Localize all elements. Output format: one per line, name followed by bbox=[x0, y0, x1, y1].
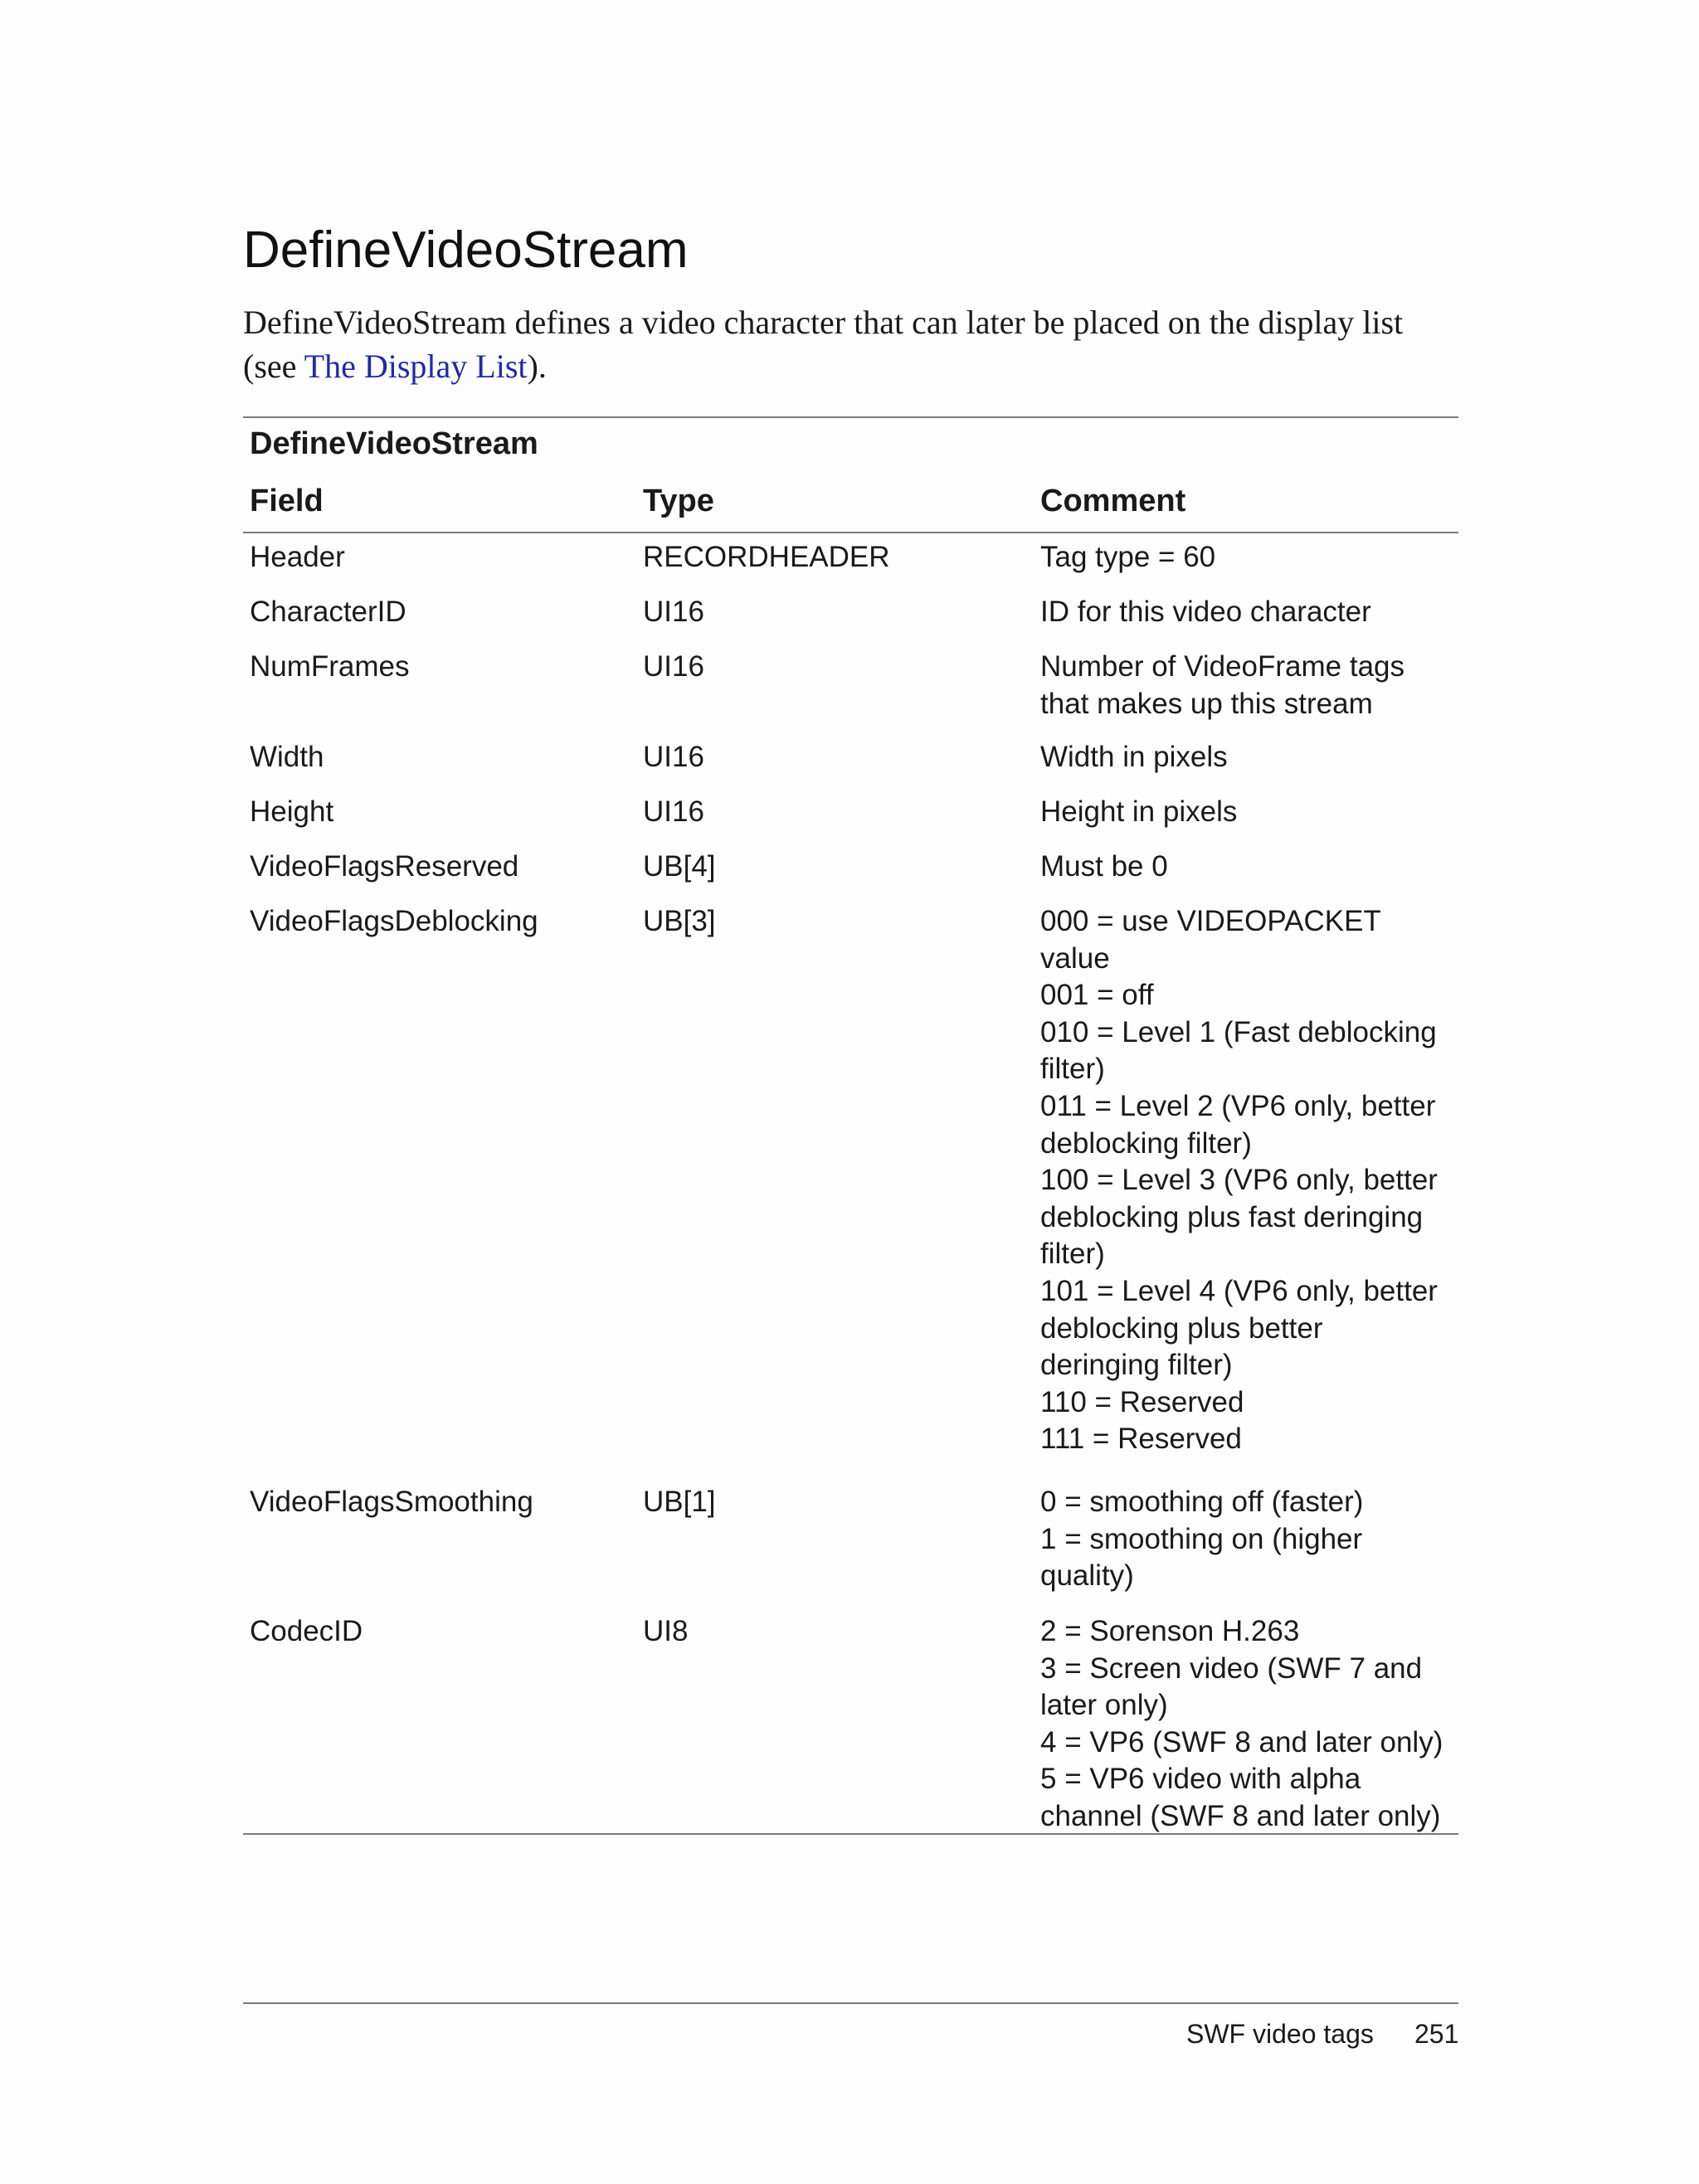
comment-line: ID for this video character bbox=[1040, 596, 1371, 628]
intro-paragraph bbox=[243, 300, 1454, 388]
comment-line: quality) bbox=[1040, 1559, 1134, 1593]
table-title: DefineVideoStream bbox=[250, 426, 538, 461]
table-cell-type: UB[3] bbox=[643, 905, 716, 937]
table-cell-type: UI16 bbox=[643, 741, 704, 773]
comment-line: Width in pixels bbox=[1040, 741, 1228, 773]
comment-line: 000 = use VIDEOPACKET bbox=[1040, 905, 1381, 937]
comment-line: deblocking filter) bbox=[1040, 1126, 1252, 1160]
table-cell-field: VideoFlagsDeblocking bbox=[250, 905, 538, 937]
table-cell-field: Width bbox=[250, 741, 324, 773]
comment-line: 3 = Screen video (SWF 7 and bbox=[1040, 1651, 1423, 1685]
comment-line: 001 = off bbox=[1040, 979, 1154, 1012]
comment-line: Number of VideoFrame tags bbox=[1040, 650, 1405, 683]
column-header-field: Field bbox=[250, 484, 324, 518]
table-cell-comment bbox=[1040, 649, 1463, 722]
comment-line: Tag type = 60 bbox=[1040, 541, 1216, 573]
comment-line: 101 = Level 4 (VP6 only, better bbox=[1040, 1274, 1438, 1307]
table-cell-type: UB[4] bbox=[643, 850, 716, 883]
table-cell-comment bbox=[1040, 849, 1463, 886]
comment-line: 110 = Reserved bbox=[1040, 1385, 1244, 1418]
comment-line: deblocking plus fast deringing bbox=[1040, 1200, 1424, 1233]
intro-text: DefineVideoStream defines a video character that can later be placed on the display list (see bbox=[243, 304, 1404, 385]
comment-line: later only) bbox=[1040, 1689, 1168, 1722]
table-cell-comment bbox=[1040, 903, 1463, 1458]
comment-line: 0 = smoothing off (faster) bbox=[1040, 1486, 1364, 1518]
comment-line: value bbox=[1040, 941, 1110, 975]
table-cell-type: UI16 bbox=[643, 596, 704, 628]
table-cell-field: Header bbox=[250, 541, 345, 573]
comment-line: Height in pixels bbox=[1040, 795, 1238, 828]
comment-line: deblocking plus better bbox=[1040, 1311, 1323, 1345]
comment-line: filter) bbox=[1040, 1238, 1105, 1271]
table-cell-field: VideoFlagsReserved bbox=[250, 850, 519, 883]
table-bottom-rule bbox=[243, 1833, 1458, 1835]
comment-line: deringing filter) bbox=[1040, 1349, 1233, 1382]
table-cell-comment bbox=[1040, 1484, 1463, 1595]
table-cell-comment bbox=[1040, 539, 1463, 576]
comment-line: 4 = VP6 (SWF 8 and later only) bbox=[1040, 1725, 1443, 1758]
table-header-rule bbox=[243, 532, 1458, 533]
comment-line: Must be 0 bbox=[1040, 850, 1168, 883]
table-cell-field: CodecID bbox=[250, 1615, 363, 1647]
table-cell-comment bbox=[1040, 794, 1463, 831]
comment-line: channel (SWF 8 and later only) bbox=[1040, 1799, 1441, 1832]
table-cell-comment bbox=[1040, 739, 1463, 776]
table-cell-type: UB[1] bbox=[643, 1486, 716, 1518]
comment-line: 100 = Level 3 (VP6 only, better bbox=[1040, 1164, 1438, 1197]
column-header-type: Type bbox=[643, 484, 714, 518]
table-cell-type: UI16 bbox=[643, 795, 704, 828]
comment-line: that makes up this stream bbox=[1040, 687, 1373, 720]
table-top-rule bbox=[243, 416, 1458, 418]
intro-end: ). bbox=[527, 348, 547, 385]
comment-line: filter) bbox=[1040, 1053, 1105, 1086]
table-cell-type: UI16 bbox=[643, 650, 704, 683]
table-cell-field: VideoFlagsSmoothing bbox=[250, 1486, 533, 1518]
display-list-link[interactable]: The Display List bbox=[304, 348, 528, 385]
table-cell-field: Height bbox=[250, 795, 334, 828]
comment-line: 010 = Level 1 (Fast deblocking bbox=[1040, 1015, 1437, 1048]
page-title: DefineVideoStream bbox=[243, 221, 689, 279]
column-header-comment: Comment bbox=[1040, 484, 1186, 518]
footer-section-title: SWF video tags bbox=[1186, 2019, 1374, 2049]
comment-line: 1 = smoothing on (higher bbox=[1040, 1522, 1363, 1555]
table-cell-field: CharacterID bbox=[250, 596, 406, 628]
comment-line: 011 = Level 2 (VP6 only, better bbox=[1040, 1089, 1436, 1122]
table-cell-field: NumFrames bbox=[250, 650, 410, 683]
footer-rule bbox=[243, 2002, 1458, 2004]
table-cell-comment bbox=[1040, 1613, 1463, 1836]
page-number: 251 bbox=[1414, 2019, 1459, 2049]
comment-line: 111 = Reserved bbox=[1040, 1423, 1242, 1456]
table-cell-comment bbox=[1040, 594, 1463, 631]
table-cell-type: RECORDHEADER bbox=[643, 541, 890, 573]
table-cell-type: UI8 bbox=[643, 1615, 689, 1647]
comment-line: 2 = Sorenson H.263 bbox=[1040, 1615, 1300, 1647]
comment-line: 5 = VP6 video with alpha bbox=[1040, 1763, 1361, 1796]
